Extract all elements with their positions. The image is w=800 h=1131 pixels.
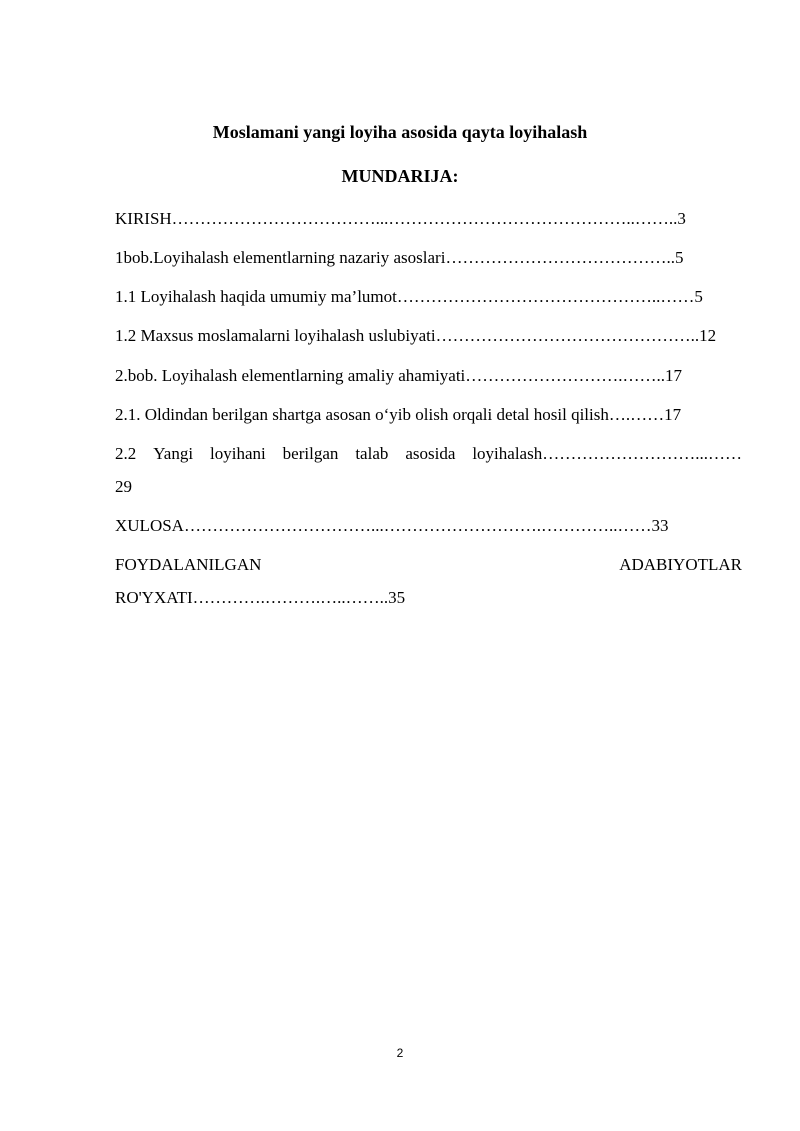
toc-entry-2-2-word: berilgan [282, 444, 339, 463]
toc-entry-1-2: 1.2 Maxsus moslamalarni loyihalash uslubiyati………………………………………..12 [115, 326, 717, 345]
toc-entry-references [115, 554, 742, 576]
toc-entry-references-left: FOYDALANILGAN [115, 555, 262, 574]
toc-entry-2-2-word: loyihani [210, 444, 266, 463]
toc-entry-2-2-word: asosida [405, 444, 456, 463]
toc-entry-2-2-word: talab [355, 444, 389, 463]
toc-heading: MUNDARIJA: [341, 166, 459, 186]
document-title: Moslamani yangi loyiha asosida qayta loyihalash [212, 122, 588, 142]
toc-entry-xulosa: XULOSA……………………………...……………………….…………..……33 [115, 516, 669, 535]
toc-entry-2-2 [115, 443, 742, 465]
toc-entry-2-1: 2.1. Oldindan berilgan shartga asosan o‘yib olish orqali detal hosil qilish….……17 [115, 405, 682, 424]
toc-entry-chapter-2: 2.bob. Loyihalash elementlarning amaliy ahamiyati……………………….……..17 [115, 366, 683, 385]
page-number: 2 [396, 1046, 404, 1060]
toc-entry-2-2-page: 29 [115, 477, 132, 496]
toc-entry-1-1: 1.1 Loyihalash haqida umumiy ma’lumot………………………………………..……5 [115, 287, 703, 306]
toc-entry-chapter-1: 1bob.Loyihalash elementlarning nazariy asoslari…………………………………..5 [115, 248, 684, 267]
toc-entry-2-2-word: Yangi [153, 444, 194, 463]
toc-entry-kirish: KIRISH………………………………...……………………………………..……..3 [115, 209, 686, 228]
toc-entry-2-2-word: loyihalash………………………...…… [472, 444, 742, 463]
toc-entry-2-2-word: 2.2 [115, 444, 137, 463]
toc-entry-references-right: ADABIYOTLAR [619, 555, 742, 574]
toc-entry-references-cont: RO'YXATI………….……….…..……..35 [115, 588, 406, 607]
